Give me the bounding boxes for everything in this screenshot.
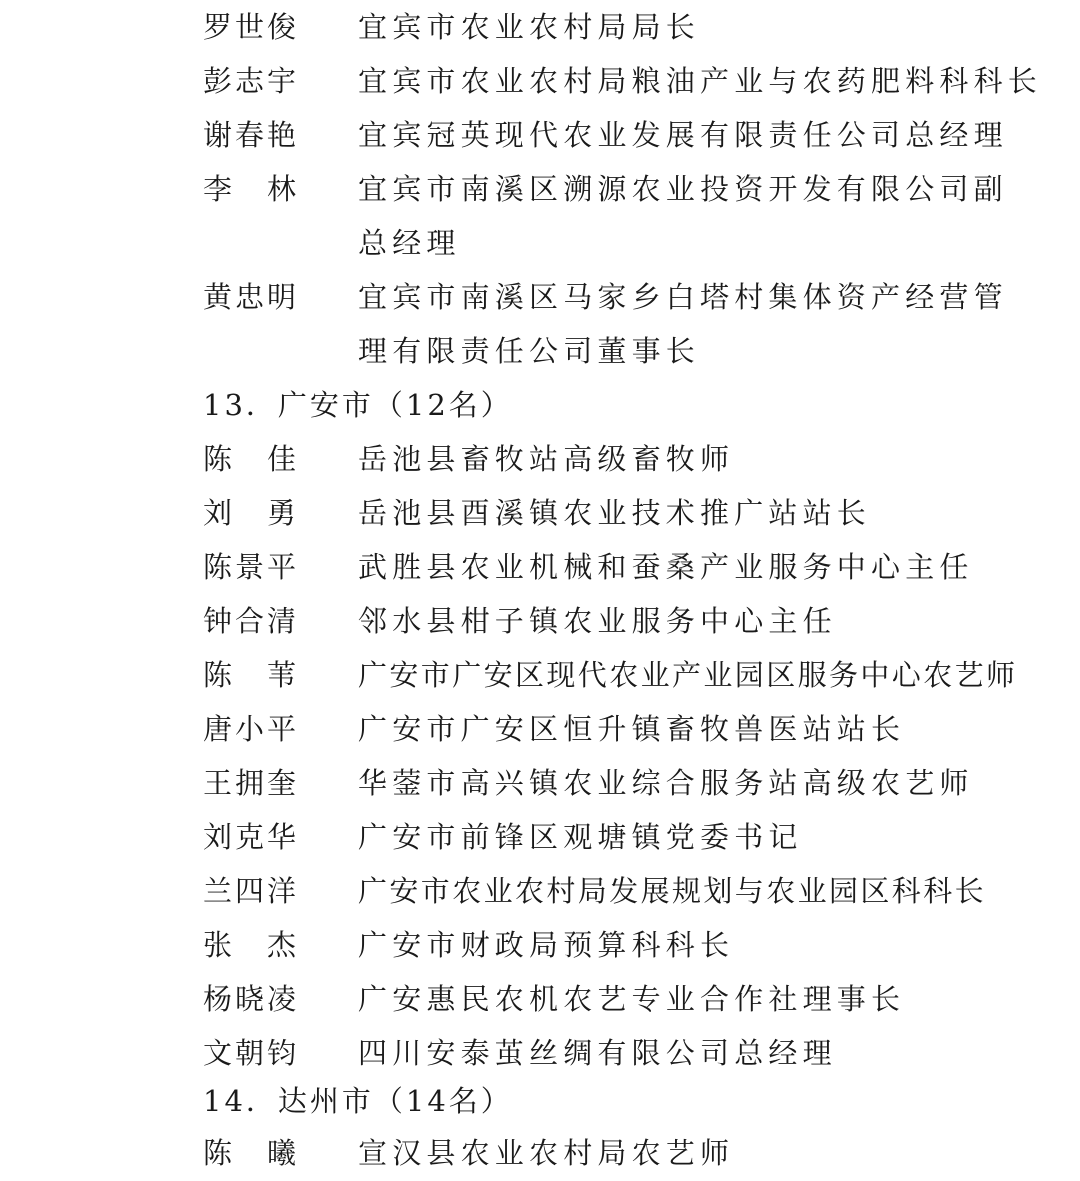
section-title: 13．广安市（12名）	[203, 388, 513, 422]
list-item	[0, 972, 1080, 1026]
list-item	[0, 540, 1080, 594]
person-title: 宜宾冠英现代农业发展有限责任公司总经理	[358, 118, 1008, 152]
person-title: 广安市广安区恒升镇畜牧兽医站站长	[358, 712, 906, 746]
section-heading	[0, 1074, 1080, 1128]
person-name: 罗世俊	[203, 10, 300, 44]
list-item	[0, 1126, 1080, 1180]
person-name: 黄忠明	[203, 280, 300, 314]
person-title: 广安市财政局预算科科长	[358, 928, 735, 962]
list-item	[0, 54, 1080, 108]
person-name: 兰四洋	[203, 874, 300, 908]
list-item	[0, 162, 1080, 216]
person-name: 文朝钧	[203, 1036, 300, 1070]
person-title: 宜宾市农业农村局粮油产业与农药肥料科科长	[358, 64, 1043, 98]
person-title: 华蓥市高兴镇农业综合服务站高级农艺师	[358, 766, 974, 800]
person-name: 王拥奎	[203, 766, 300, 800]
person-name: 李 林	[203, 172, 300, 206]
person-title: 理有限责任公司董事长	[358, 334, 701, 368]
list-item	[0, 756, 1080, 810]
person-name: 张 杰	[203, 928, 300, 962]
person-title: 邻水县柑子镇农业服务中心主任	[358, 604, 837, 638]
person-title: 总经理	[358, 226, 461, 260]
person-name: 陈景平	[203, 550, 300, 584]
list-item	[0, 108, 1080, 162]
list-item	[0, 486, 1080, 540]
person-title: 岳池县畜牧站高级畜牧师	[358, 442, 735, 476]
list-item-continuation	[0, 324, 1080, 378]
person-name: 刘 勇	[203, 496, 300, 530]
person-title: 宣汉县农业农村局农艺师	[358, 1136, 735, 1170]
person-name: 杨晓凌	[203, 982, 300, 1016]
person-title: 宜宾市农业农村局局长	[358, 10, 701, 44]
person-title: 广安市前锋区观塘镇党委书记	[358, 820, 803, 854]
list-item	[0, 864, 1080, 918]
list-item	[0, 0, 1080, 54]
person-title: 广安市广安区现代农业产业园区服务中心农艺师	[358, 658, 1018, 692]
person-title: 广安惠民农机农艺专业合作社理事长	[358, 982, 906, 1016]
person-name: 陈 佳	[203, 442, 300, 476]
person-title: 宜宾市南溪区溯源农业投资开发有限公司副	[358, 172, 1008, 206]
list-item-continuation	[0, 216, 1080, 270]
person-name: 刘克华	[203, 820, 300, 854]
person-name: 彭志宇	[203, 64, 300, 98]
list-item	[0, 270, 1080, 324]
person-title: 武胜县农业机械和蚕桑产业服务中心主任	[358, 550, 974, 584]
list-item	[0, 594, 1080, 648]
list-item	[0, 918, 1080, 972]
section-heading	[0, 378, 1080, 432]
section-title: 14．达州市（14名）	[203, 1084, 513, 1118]
person-name: 谢春艳	[203, 118, 300, 152]
person-name: 唐小平	[203, 712, 300, 746]
person-title: 广安市农业农村局发展规划与农业园区科科长	[358, 874, 987, 908]
list-item	[0, 702, 1080, 756]
person-title: 宜宾市南溪区马家乡白塔村集体资产经营管	[358, 280, 1008, 314]
person-title: 岳池县酉溪镇农业技术推广站站长	[358, 496, 872, 530]
person-name: 陈 苇	[203, 658, 300, 692]
person-title: 四川安泰茧丝绸有限公司总经理	[358, 1036, 837, 1070]
list-item	[0, 648, 1080, 702]
list-item	[0, 810, 1080, 864]
person-name: 陈 曦	[203, 1136, 300, 1170]
list-item	[0, 1026, 1080, 1080]
person-name: 钟合清	[203, 604, 300, 638]
list-item	[0, 432, 1080, 486]
